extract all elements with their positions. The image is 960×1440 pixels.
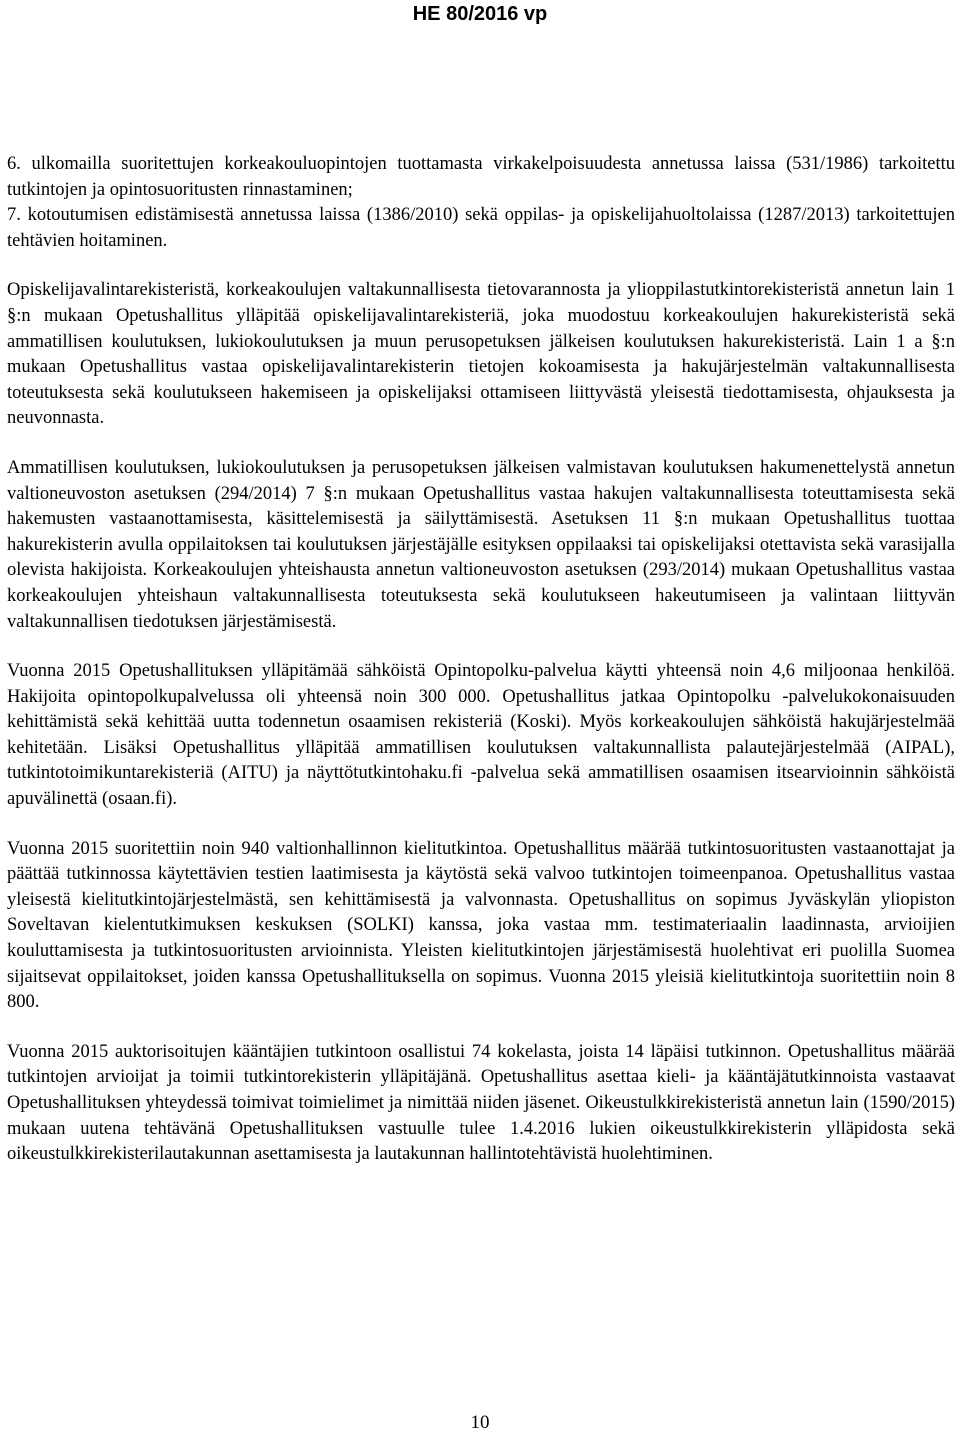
paragraph-opiskelijavalintarekisteri: Opiskelijavalintarekisteristä, korkeakoulujen valtakunnallisesta tietovarannosta ja ylioppilastutkintorekisteristä annetun lain 1 §:n mukaan Opetushallitus ylläpitää opiskelijavalintarekisteriä, joka muodostuu korkeakoulujen hakurekisteristä sekä ammatillisen koulutuksen, lukiokoulutuksen ja muun perusopetuksen jälkeisen koulutuksen hakurekisteristä. Lain 1 a §:n mukaan Opetushallitus vastaa opiskelijavalintarekisterin tietojen kokoamisesta ja hakujärjestelmän valtakunnallisesta toteutuksesta sekä koulutukseen hakemiseen ja opiskelijaksi ottamiseen liittyvästä yleisestä tiedottamisesta, ohjauksesta ja neuvonnasta. xyxy=(7,280,955,429)
list-item-6: 6. ulkomailla suoritettujen korkeakouluopintojen tuottamasta virkakelpoisuudesta annetussa laissa (531/1986) tarkoitettu tutkintojen ja opintosuoritusten rinnastaminen; xyxy=(7,154,955,200)
paragraph-kaantajatutkinto: Vuonna 2015 auktorisoitujen kääntäjien tutkintoon osallistui 74 kokelasta, joista 14 läpäisi tutkinnon. Opetushallitus määrää tutkintojen arvioijat ja toimii tutkintorekisterin ylläpitäjänä. Opetushallitus asettaa kieli- ja kääntäjätutkinnoista vastaavat Opetushallituksen yhteydessä toimivat toimielimet ja nimittää niiden jäsenet. Oikeustulkkirekisteristä annetun lain (1590/2015) mukaan uutena tehtävänä Opetushallituksen vastuulle tulee 1.4.2016 lukien oikeustulkkirekisterin ylläpidosta sekä oikeustulkkirekisterilautakunnan asettamisesta ja lautakunnan hallintotehtävistä huolehtiminen. xyxy=(7,1041,955,1165)
document-code: HE 80/2016 vp xyxy=(412,3,548,25)
list-item-7: 7. kotoutumisen edistämisestä annetussa laissa (1386/2010) sekä oppilas- ja opiskelijahuoltolaissa (1287/2013) tarkoitettujen tehtävien hoitaminen. xyxy=(7,205,955,251)
paragraph-kielitutkinnot: Vuonna 2015 suoritettiin noin 940 valtionhallinnon kielitutkintoa. Opetushallitus määrää tutkintosuoritusten vastaanottajat ja päättää tutkinnossa käytettävien testien laatimisesta ja käytöstä sekä valvoo tutkintojen toimeenpanoa. Opetushallitus vastaa yleisestä kielitutkintojärjestelmästä, sen kehittämisestä ja valvonnasta. Opetushallitus on sopimus Jyväskylän yliopiston Soveltavan kielentutkimuksen keskuksen (SOLKI) kanssa, joka vastaa mm. testimateriaalin laadinnasta, arvioijien kouluttamisesta ja tutkintosuoritusten arvioinnista. Yleisten kielitutkintojen järjestämisestä huolehtivat eri puolilla Suomea sijaitsevat oppilaitokset, joiden kanssa Opetushallituksella on sopimus. Vuonna 2015 yleisiä kielitutkintoja suoritettiin noin 8 800. xyxy=(7,838,955,1013)
paragraph-ammatillinen-hakumenettely: Ammatillisen koulutuksen, lukiokoulutuksen ja perusopetuksen jälkeisen valmistavan koulutuksen hakumenettelystä annetun valtioneuvoston asetuksen (294/2014) 7 §:n mukaan Opetushallitus vastaa hakujen valtakunnallisesta toteuttamisesta sekä hakemusten vastaanottamisesta, käsittelemisestä ja säilyttämisestä. Asetuksen 11 §:n mukaan Opetushallitus tuottaa hakurekisterin avulla oppilaitoksen tai koulutuksen järjestäjälle esityksen oppilaaksi tai opiskelijaksi otettavista sekä varasijalla olevista hakijoista. Korkeakoulujen yhteishausta annetun valtioneuvoston asetuksen (293/2014) mukaan Opetushallitus vastaa korkeakoulujen yhteishaun valtakunnallisesta toteutuksesta sekä koulutukseen hakeutumiseen ja valintaan liittyvän valtakunnallisen tiedotuksen järjestämisestä. xyxy=(7,457,955,632)
document-body xyxy=(7,152,955,1192)
paragraph-opintopolku: Vuonna 2015 Opetushallituksen ylläpitämää sähköistä Opintopolku-palvelua käytti yhteensä noin 4,6 miljoonaa henkilöä. Hakijoita opintopolkupalvelussa oli yhteensä noin 300 000. Opetushallitus jatkaa Opintopolku -palvelukokonaisuuden kehittämistä sekä kehittää uutta todennetun osaamisen rekisteriä (Koski). Myös korkeakoulujen sähköistä hakujärjestelmää kehitetään. Lisäksi Opetushallitus ylläpitää ammatillisen koulutuksen valtakunnallista palautejärjestelmää (AIPAL), tutkintotoimikuntarekisteriä (AITU) ja näyttötutkintohaku.fi -palvelua sekä ammatillisen osaamisen itsearvioinnin sähköistä apuvälinettä (osaan.fi). xyxy=(7,661,955,810)
document-header xyxy=(0,2,960,26)
page-number: 10 xyxy=(470,1412,490,1433)
